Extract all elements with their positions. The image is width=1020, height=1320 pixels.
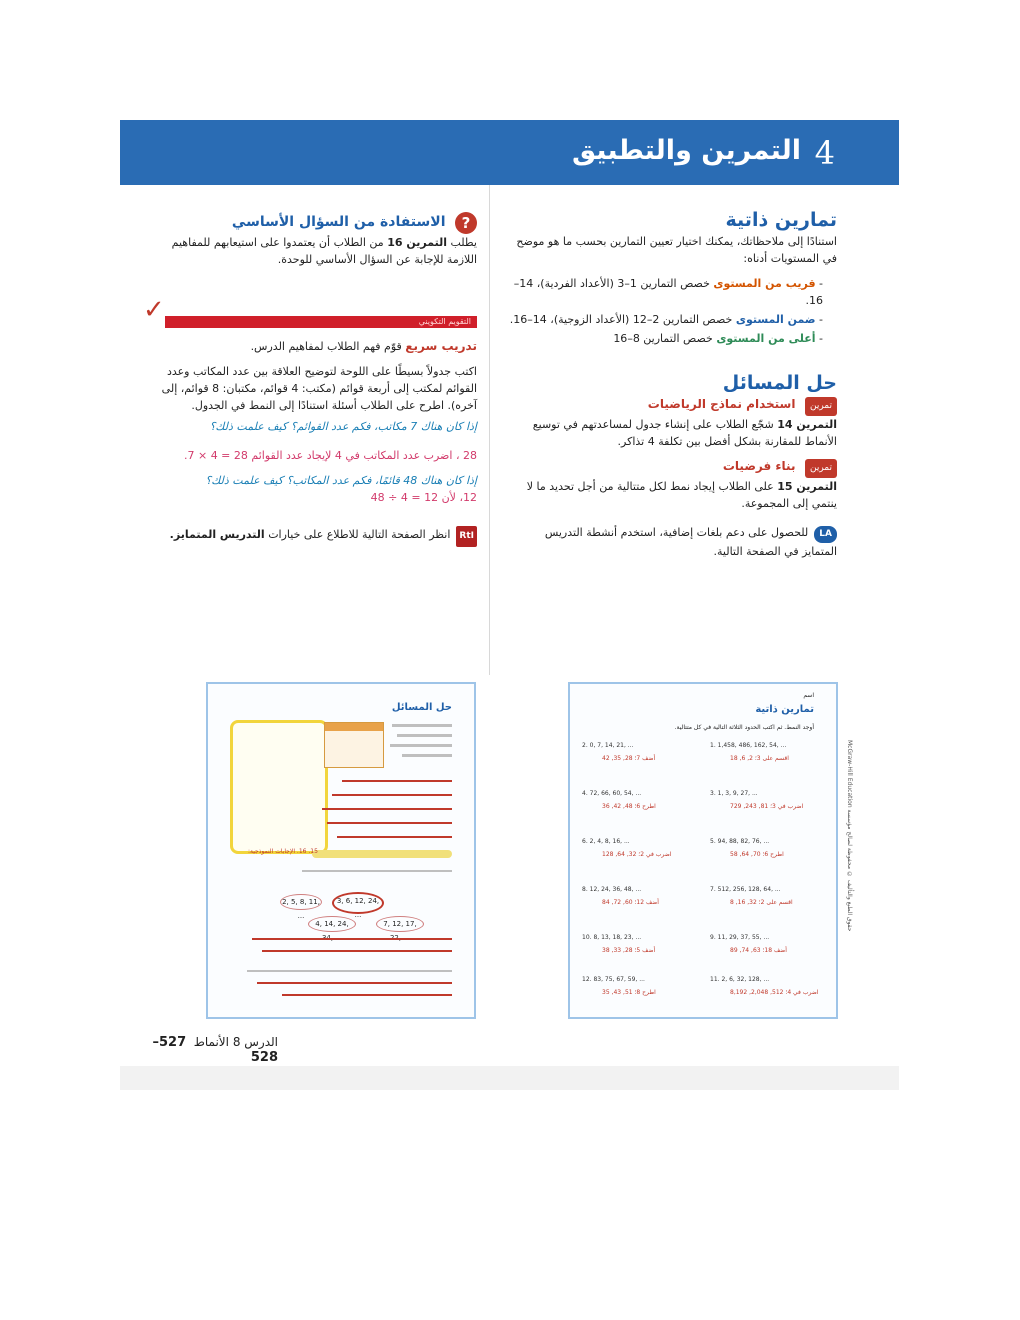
self-exercises-thumbnail bbox=[568, 682, 838, 1019]
teacher-edition-page bbox=[120, 120, 899, 1090]
rti-note: RtIانظر الصفحة التالية للاطلاع على خيارات التدريس المتمايز. bbox=[145, 526, 477, 547]
quick-drill: تدريب سريع قوّم فهم الطلاب لمفاهيم الدرس. bbox=[250, 339, 477, 353]
ticket-table bbox=[324, 722, 384, 768]
thumb-right-instruction: أوجد النمط. ثم اكتب الحدود الثلاثة التالية في كل متتالية. bbox=[674, 724, 814, 731]
work-box bbox=[230, 720, 328, 854]
right-column bbox=[507, 209, 837, 560]
footer-lesson: الدرس 8 bbox=[232, 1035, 278, 1049]
ex14-note: التمرين 14 شجّع الطلاب على إنشاء جدول لمساعدتهم في توسيع الأنماط للمقارنة بشكل أفضل بين تكلفة 4 تذاكر. bbox=[532, 418, 837, 448]
thumb-item-12: 12. 83, 75, 67, 59, ... اطرح 8؛ 51, 43, 35 bbox=[582, 976, 656, 996]
la-icon: LA bbox=[814, 526, 837, 543]
hypotheses-heading: تمرين بناء فرضيات bbox=[507, 458, 837, 478]
column-divider bbox=[489, 185, 490, 675]
problem-solving-thumbnail bbox=[206, 682, 476, 1019]
seq-3: 4, 14, 24, bbox=[308, 916, 356, 932]
la-note: LAللحصول على دعم بلغات إضافية، استخدم أنشطة التدريس المتمايز في الصفحة التالية. bbox=[544, 526, 837, 558]
thumb-item-7: 7. 512, 256, 128, 64, ... اقسم على 2؛ 32, 16, 8 bbox=[710, 886, 793, 906]
level-above: - أعلى من المستوى خصص التمارين 8–16 bbox=[613, 332, 823, 345]
thumb-item-4: 4. 72, 66, 60, 54, ... اطرح 6؛ 48, 42, 36 bbox=[582, 790, 656, 810]
self-exercises-title: تمارين ذاتية bbox=[725, 209, 837, 231]
answer-2: 12، لأن 12 = 4 ÷ 48 bbox=[370, 491, 477, 504]
footer-topic: الأنماط bbox=[193, 1035, 229, 1049]
question-mark-icon: ? bbox=[455, 212, 477, 234]
thumb-item-8: 8. 12, 24, 36, 48, ... أضف 12؛ 60, 72, 84 bbox=[582, 886, 659, 906]
essential-question-heading: ? الاستفادة من السؤال الأساسي bbox=[145, 212, 477, 234]
self-exercises-intro: استنادًا إلى ملاحظاتك، يمكنك اختيار تعيين التمارين بحسب ما هو موضح في المستويات أدناه: bbox=[516, 235, 837, 265]
question-2: إذا كان هناك 48 قائمًا، فكم عدد المكاتب؟ كيف علمت ذلك؟ bbox=[205, 474, 477, 487]
level-on: - ضمن المستوى خصص التمارين 2–12 (الأعداد الزوجية)، 14–16. bbox=[509, 313, 823, 326]
seq-2: 3, 6, 12, 24, ... bbox=[332, 892, 384, 914]
thumb-item-2: 2. 0, 7, 14, 21, ... أضف 7؛ 28, 35, 42 bbox=[582, 742, 656, 762]
thumb-item-5: 5. 94, 88, 82, 76, ... اطرح 6؛ 70, 64, 58 bbox=[710, 838, 784, 858]
step-number: 4 bbox=[814, 134, 835, 172]
practice-tag-2: تمرين bbox=[805, 459, 837, 478]
thumb-item-3: 3. 1, 3, 9, 27, ... اضرب في 3؛ 81, 243, 729 bbox=[710, 790, 804, 810]
thumb-item-9: 9. 11, 29, 37, 55, ... أضف 18؛ 63, 74, 89 bbox=[710, 934, 787, 954]
page-footer bbox=[148, 1035, 278, 1065]
thumb-item-10: 10. 8, 13, 18, 23, ... أضف 5؛ 28, 33, 38 bbox=[582, 934, 656, 954]
seq-1: 2, 5, 8, 11, ... bbox=[280, 894, 322, 910]
lesson-banner bbox=[120, 120, 899, 185]
thumb-left-title: حل المسائل bbox=[391, 702, 452, 713]
thumb-item-11: 11. 2, 6, 32, 128, ... اضرب في 4؛ 512, 2,048, 8,192 bbox=[710, 976, 819, 996]
thumb-right-title: تمارين ذاتية bbox=[755, 704, 814, 715]
ex15-note: التمرين 15 على الطلاب إيجاد نمط لكل متتالية من أجل تحديد ما لا ينتمي إلى المجموعة. bbox=[526, 480, 837, 510]
copyright-credit: McGraw-Hill Education حقوق الطبع والتأليف © محفوظة لصالح مؤسسة bbox=[846, 740, 853, 932]
answer-1: 28 ، اضرب عدد المكاتب في 4 لإيجاد عدد القوائم 28 = 4 × 7. bbox=[183, 449, 477, 462]
thumb-item-6: 6. 2, 4, 8, 16, ... اضرب في 2؛ 32, 64, 128 bbox=[582, 838, 672, 858]
formative-instructions: اكتب جدولاً بسيطًا على اللوحة لتوضيح العلاقة بين عدد المكاتب وعدد القوائم لمكتب إلى أربعة قوائم (مكتب: 4 قوائم، مكتبان: 8 قوائم، إلى آخره). اطرح على الطلاب أسئلة استنادًا إلى النمط في الجدول. bbox=[161, 365, 477, 412]
banner-title: التمرين والتطبيق bbox=[571, 135, 801, 166]
rti-icon: RtI bbox=[456, 526, 477, 547]
problem-solving-title: حل المسائل bbox=[722, 372, 837, 394]
thumb-name-label: اسم bbox=[803, 692, 814, 699]
formative-assessment-bar: ✓ التقويم التكويني bbox=[165, 316, 477, 328]
level-near: - قريب من المستوى خصص التمارين 1–3 (الأعداد الفردية)، 14–16. bbox=[513, 277, 823, 307]
seq-4: 7, 12, 17, bbox=[376, 916, 424, 932]
left-column bbox=[145, 212, 477, 547]
thumb-left-answers: 15. 16. الإجابات النموذجية: bbox=[248, 848, 318, 855]
bottom-band bbox=[120, 1066, 899, 1090]
math-models-heading: تمرين استخدام نماذج الرياضيات bbox=[507, 396, 837, 416]
footer-pages: 527–528 bbox=[152, 1035, 278, 1065]
practice-tag: تمرين bbox=[805, 397, 837, 416]
checkmark-icon: ✓ bbox=[143, 295, 165, 325]
thumb-item-1: 1. 1,458, 486, 162, 54, ... اقسم على 3؛ 2, 6, 18 bbox=[710, 742, 789, 762]
question-1: إذا كان هناك 7 مكاتب، فكم عدد القوائم؟ كيف علمت ذلك؟ bbox=[209, 420, 477, 433]
essential-question-text: يطلب التمرين 16 من الطلاب أن يعتمدوا على استيعابهم للمفاهيم اللازمة للإجابة عن السؤال الأساسي للوحدة. bbox=[171, 236, 477, 266]
